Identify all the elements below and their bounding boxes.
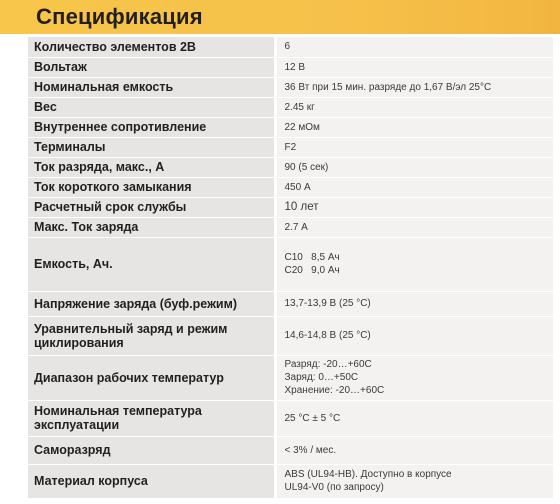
table-row: [28, 117, 553, 137]
row-label: Напряжение заряда (буф.режим): [28, 291, 275, 316]
row-value: 450 А: [275, 177, 553, 197]
page-title: Спецификация: [36, 4, 203, 29]
row-value: 2.45 кг: [275, 97, 553, 117]
table-row: [28, 97, 553, 117]
table-row: [28, 37, 553, 57]
row-label: Емкость, Ач.: [28, 237, 275, 291]
row-label: Количество элементов 2В: [28, 37, 275, 57]
row-label: Внутреннее сопротивление: [28, 117, 275, 137]
table-row: [28, 436, 553, 464]
row-value: 25 °С ± 5 °С: [275, 400, 553, 436]
row-label: Вес: [28, 97, 275, 117]
row-value: 90 (5 сек): [275, 157, 553, 177]
row-label: Номинальная температура эксплуатации: [28, 400, 275, 436]
row-value: 12 В: [275, 57, 553, 77]
table-row: [28, 137, 553, 157]
row-label: Макс. Ток заряда: [28, 217, 275, 237]
row-label: Материал корпуса: [28, 464, 275, 498]
row-label: Уравнительный заряд и режим циклирования: [28, 316, 275, 355]
table-row: [28, 316, 553, 355]
row-value: Разряд: -20…+60С Заряд: 0…+50С Хранение: -20…+60С: [275, 355, 553, 400]
spec-table: [28, 37, 553, 499]
row-label: Диапазон рабочих температур: [28, 355, 275, 400]
row-label: Терминалы: [28, 137, 275, 157]
table-row: [28, 57, 553, 77]
table-row: [28, 157, 553, 177]
row-label: Номинальная емкость: [28, 77, 275, 97]
table-row: [28, 197, 553, 217]
row-value: 22 мОм: [275, 117, 553, 137]
spec-header: [0, 0, 560, 34]
row-value: 36 Вт при 15 мин. разряде до 1,67 В/эл 25°С: [275, 77, 553, 97]
row-value: < 3% / мес.: [275, 436, 553, 464]
row-label: Вольтаж: [28, 57, 275, 77]
row-value: С10 8,5 Ач С20 9,0 Ач: [275, 237, 553, 291]
table-row: [28, 400, 553, 436]
table-row: [28, 177, 553, 197]
row-label: Ток разряда, макс., А: [28, 157, 275, 177]
table-row: [28, 355, 553, 400]
row-value: ABS (UL94-HB). Доступно в корпусе UL94-V0 (по запросу): [275, 464, 553, 498]
row-value: 10 лет: [275, 197, 553, 217]
row-label: Расчетный срок службы: [28, 197, 275, 217]
table-row: [28, 217, 553, 237]
row-value: 6: [275, 37, 553, 57]
table-row: [28, 237, 553, 291]
table-row: [28, 464, 553, 498]
row-value: 2.7 А: [275, 217, 553, 237]
table-row: [28, 291, 553, 316]
row-value: 14,6-14,8 В (25 °С): [275, 316, 553, 355]
row-label: Саморазряд: [28, 436, 275, 464]
row-label: Ток короткого замыкания: [28, 177, 275, 197]
table-row: [28, 77, 553, 97]
row-value: 13,7-13,9 В (25 °С): [275, 291, 553, 316]
row-value: F2: [275, 137, 553, 157]
